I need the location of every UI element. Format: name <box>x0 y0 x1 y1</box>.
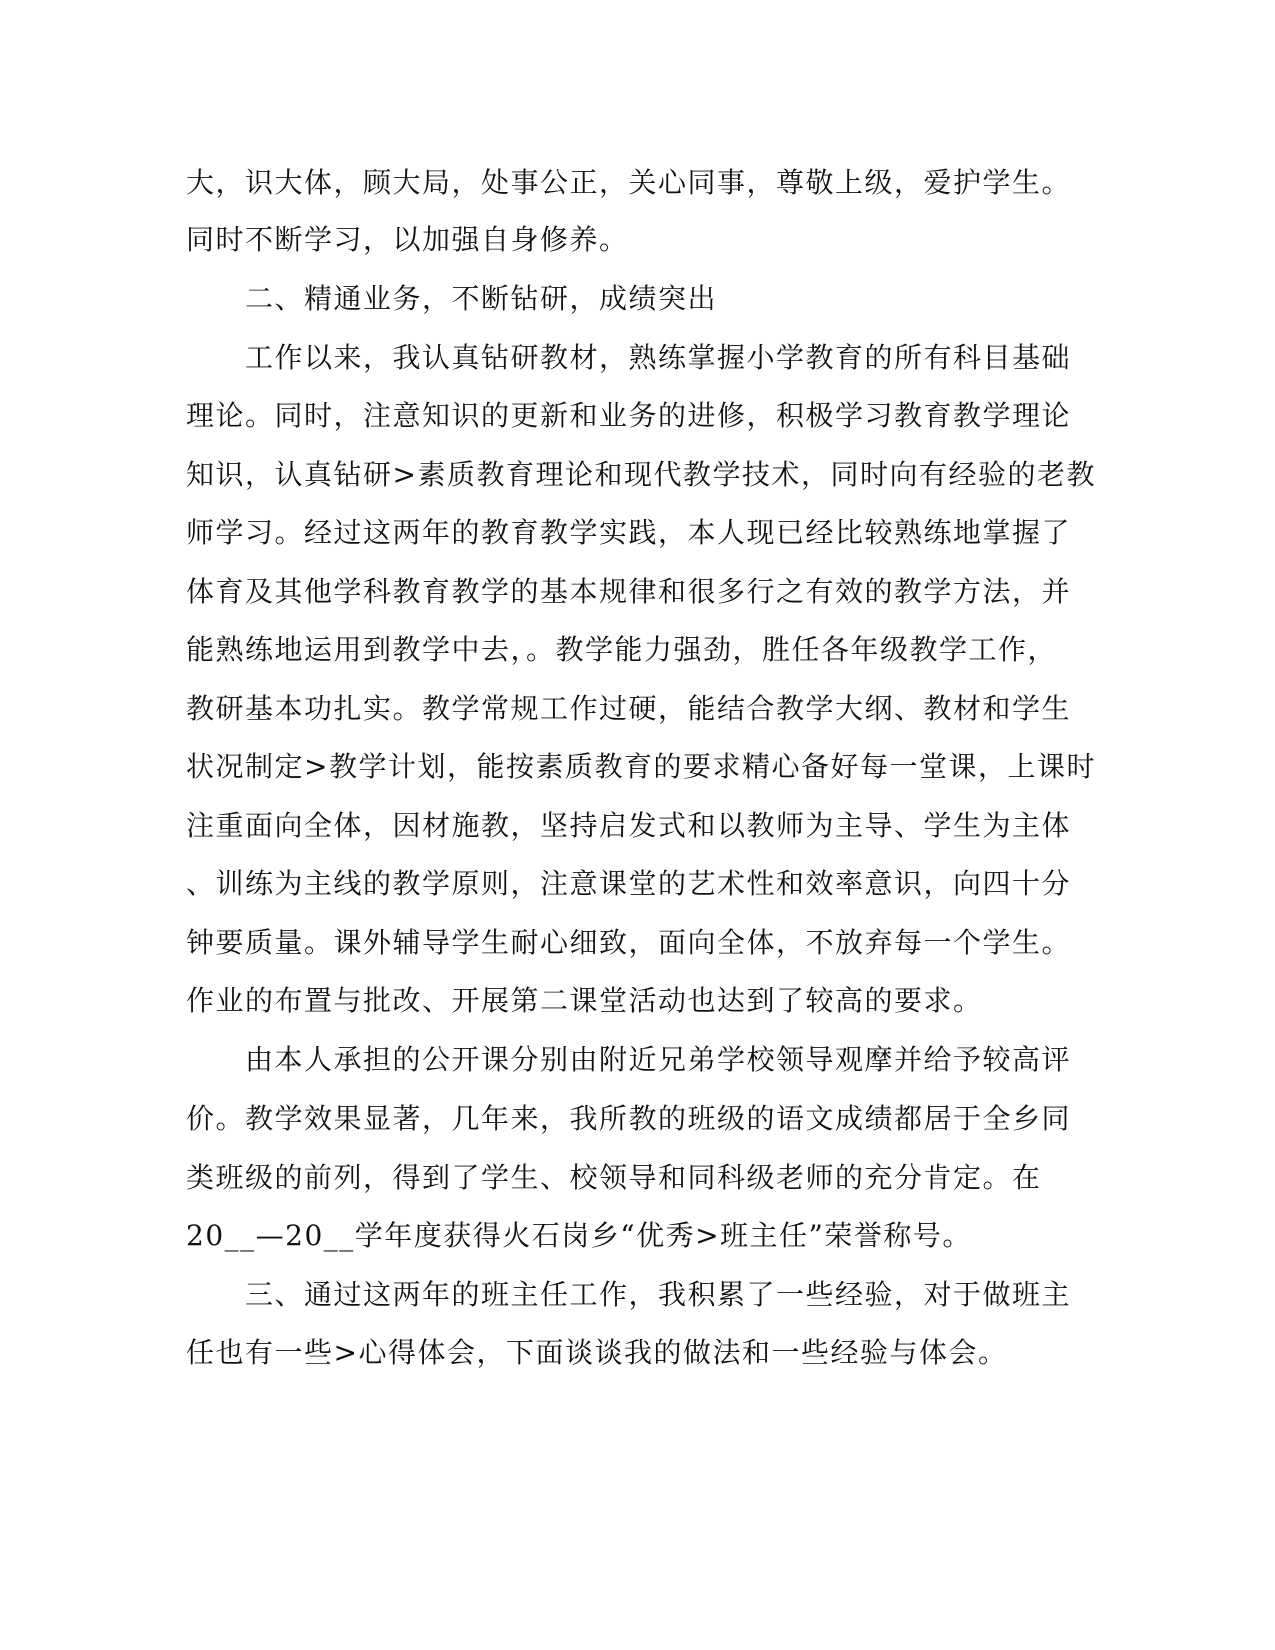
text-line-6: 知识，认真钻研>素质教育理论和现代教学技术，同时向有经验的老教 <box>186 458 1096 491</box>
text-line-16: 由本人承担的公开课分别由附近兄弟学校领导观摩并给予较高评 <box>186 1043 1072 1076</box>
text-line-15: 作业的布置与批改、开展第二课堂活动也达到了较高的要求。 <box>186 984 983 1017</box>
text-line-20: 三、通过这两年的班主任工作，我积累了一些经验，对于做班主 <box>186 1278 1072 1311</box>
text-line-5: 理论。同时，注意知识的更新和业务的进修，积极学习教育教学理论 <box>186 399 1072 432</box>
text-line-4: 工作以来，我认真钻研教材，熟练掌握小学教育的所有科目基础 <box>186 341 1072 374</box>
text-line-10: 教研基本功扎实。教学常规工作过硬，能结合教学大纲、教材和学生 <box>186 692 1072 725</box>
text-line-1: 大，识大体，顾大局，处事公正，关心同事，尊敬上级，爱护学生。 <box>186 166 1072 199</box>
text-line-18: 类班级的前列，得到了学生、校领导和同科级老师的充分肯定。在 <box>186 1161 1042 1194</box>
text-line-8: 体育及其他学科教育教学的基本规律和很多行之有效的教学方法，并 <box>186 575 1072 608</box>
text-line-13: 、训练为主线的教学原则，注意课堂的艺术性和效率意识，向四十分 <box>186 867 1072 900</box>
section-heading-2: 二、精通业务，不断钻研，成绩突出 <box>186 282 718 315</box>
text-line-7: 师学习。经过这两年的教育教学实践，本人现已经比较熟练地掌握了 <box>186 516 1072 549</box>
text-line-12: 注重面向全体，因材施教，坚持启发式和以教师为主导、学生为主体 <box>186 809 1072 842</box>
text-line-14: 钟要质量。课外辅导学生耐心细致，面向全体，不放弃每一个学生。 <box>186 926 1072 959</box>
text-line-2: 同时不断学习，以加强自身修养。 <box>186 223 629 256</box>
text-line-21: 任也有一些>心得体会，下面谈谈我的做法和一些经验与体会。 <box>186 1336 1008 1369</box>
text-line-11: 状况制定>教学计划，能按素质教育的要求精心备好每一堂课，上课时 <box>186 750 1096 783</box>
text-line-17: 价。教学效果显著，几年来，我所教的班级的语文成绩都居于全乡同 <box>186 1102 1072 1135</box>
text-line-19: 20__—20__学年度获得火石岗乡“优秀>班主任”荣誉称号。 <box>186 1219 972 1252</box>
text-line-9: 能熟练地运用到教学中去，。教学能力强劲，胜任各年级教学工作， <box>186 633 1058 666</box>
